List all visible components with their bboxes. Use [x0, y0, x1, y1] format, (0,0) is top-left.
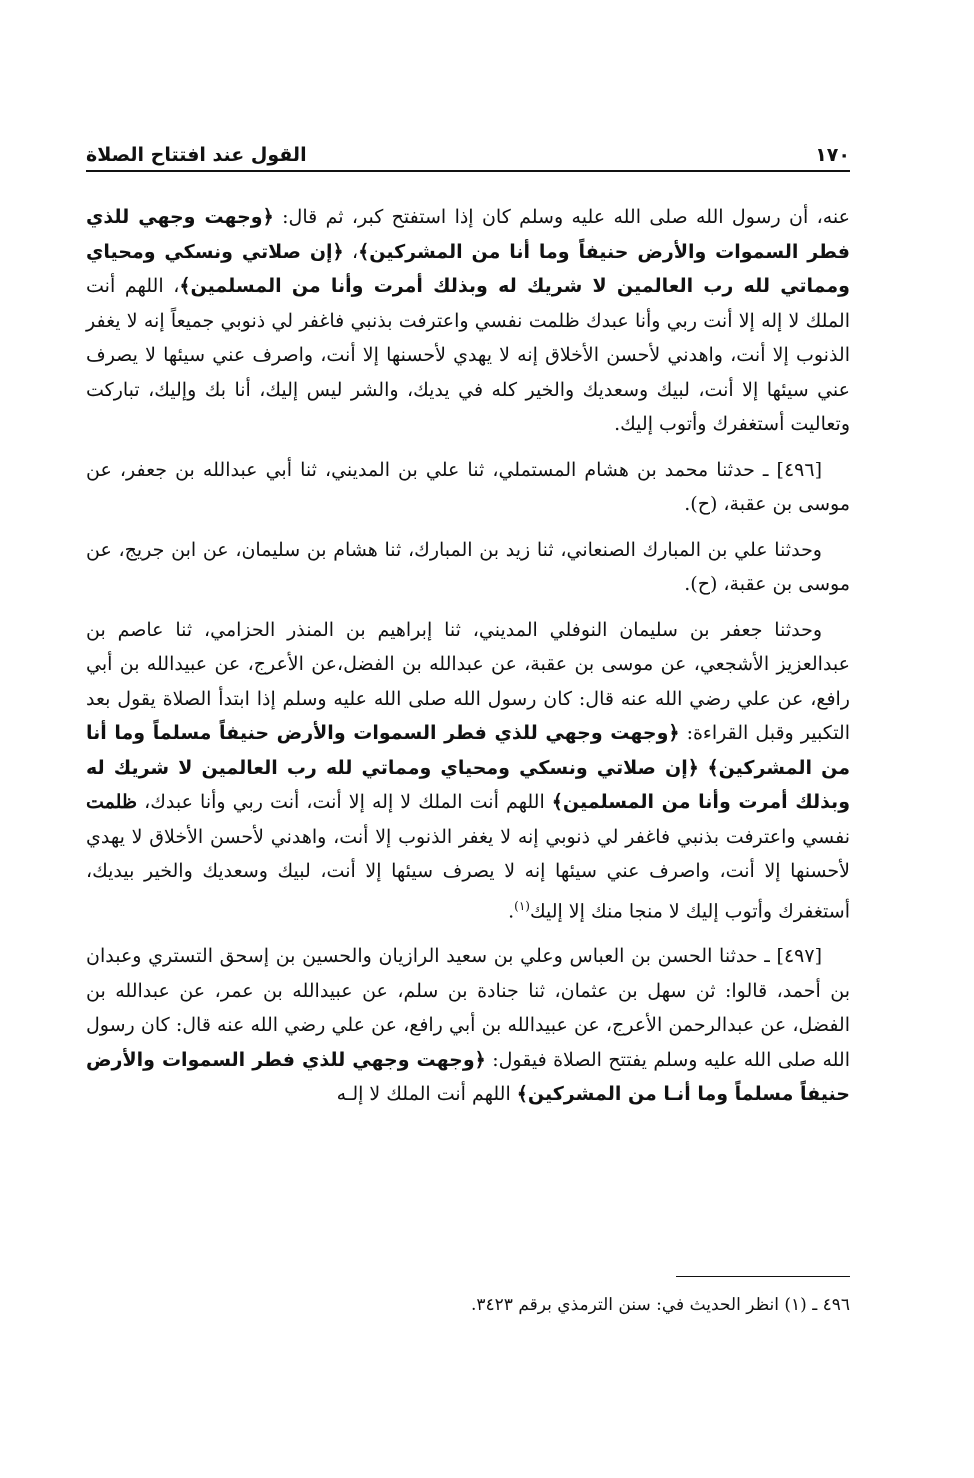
footnote: ٤٩٦ ـ (١) انظر الحديث في: سنن الترمذي برقم ٣٤٢٣. [470, 1295, 850, 1315]
text-segment: نفسي واعترفت بذنبي فاغفر لي ذنوبي إنه لا يغفر الذنوب إلا أنت، واهدني لأحسن الأخلاق لا يهدي لأحسنها إلا أنت، واصرف عني سيئها إنه لا يصرف سيئها إلا أنت، لبيك وسعديك والخير بيديك، أستغفرك وأتوب إليك لا منجا منك إلا إليك [86, 825, 850, 922]
text-segment: اللهم أنت الملك لا إله إلا أنت، أنت ربي وأنا عبدك، [137, 791, 552, 813]
text-segment: . [508, 899, 515, 922]
paragraph-isnad-3 [86, 613, 850, 929]
text-segment: وحدثنا جعفر بن سليمان النوفلي المديني، ثنا إبراهيم بن المنذر الحزامي، ثنا عاصم بن عبدالعزيز الأشجعي، عن موسى بن عقبة، عن عبدالله بن الفضل،عن الأعرج، عن عبيدالله بن أبي رافع، عن علي رضي الله عنه قال: كان رسول الله صلى الله عليه وسلم إذا ابتدأ الصلاة يقول بعد التكبير وقبل القراءة: [86, 618, 850, 744]
bold-word: ظلمت [86, 791, 138, 813]
page-header [86, 132, 850, 166]
text-segment: [٤٩٧] ـ حدثنا الحسن بن العباس وعلي بن سعيد الرازيان والحسين بن إسحق التستري وعبدان بن أحمد، قالوا: ثن سهل بن عثمان، ثنا جنادة بن سلم، عن عبيدالله بن عمر، عن عبدالله بن الفضل، عن عبدالرحمن الأعرج، عن عبيدالله بن أبي رافع، عن علي رضي الله عنه قال: كان رسول الله صلى الله عليه وسلم يفتتح الصلاة فيقول: [86, 945, 850, 1071]
running-title: القول عند افتتاح الصلاة [86, 144, 307, 166]
hadith-497 [86, 939, 850, 1112]
text-segment: ، [343, 240, 359, 263]
text-segment: ، اللهم أنت الملك لا إله إلا أنت ربي وأنا عبدك ظلمت نفسي واعترفت بذنبي فاغفر لي ذنوبي جميعاً إنه لا يغفر الذنوب إلا أنت، واهدني لأحسن الأخلاق إنه لا يهدي لأحسنها إلا أنت، واصرف عني سيئها لا يصرف عني سيئها إلا أنت، لبيك وسعديك والخير كله في يديك، والشر ليس إليك، أنا بك وإليك، تباركت وتعاليت أستغفرك وأتوب إليك. [86, 275, 850, 435]
main-text [86, 200, 850, 1123]
hadith-496: [٤٩٦] ـ حدثنا محمد بن هشام المستملي، ثنا علي بن المديني، ثنا أبي عبدالله بن جعفر، عن موسى بن عقبة، (ح). [86, 458, 850, 515]
header-rule [86, 170, 850, 172]
quran-verse: ﴿وجهت وجهي للذي فطر السموات والأرض حنيفاً مسلماً وما أنـا من المشركين﴾ [86, 1048, 850, 1106]
text-segment: عنه، أن رسول الله صلى الله عليه وسلم كان إذا استفتح كبر، ثم قال: [273, 206, 850, 228]
quran-verse: ﴿إن صلاتي ونسكي ومحياي ومماتي لله رب العالمين لا شريك له وبذلك أمرت وأنا من المسلمين﴾ [86, 240, 850, 297]
footnote-rule [676, 1276, 850, 1277]
quran-verse: ﴿إن صلاتي ونسكي ومحياي ومماتي لله رب العالمين لا شريك له وبذلك أمرت وأنا من المسلمين﴾ [86, 756, 850, 813]
text-segment: اللهم أنت الملك لا إلـه [336, 1083, 517, 1106]
paragraph-isnad-2: وحدثنا علي بن المبارك الصنعاني، ثنا زيد بن المبارك، ثنا هشام بن سليمان، عن ابن جريج، عن موسى بن عقبة، (ح). [86, 538, 850, 595]
quran-verse: ﴿وجهت وجهي للذي فطر السموات والأرض حنيفاً وما أنا من المشركين﴾ [86, 206, 850, 263]
paragraph-1 [86, 200, 850, 442]
quran-verse: ﴿وجهت وجهي للذي فطر السموات والأرض حنيفاً مسلماً وما أنا من المشركين﴾ [86, 722, 850, 779]
footnote-ref[interactable]: (١) [514, 898, 530, 913]
page-number: ١٧٠ [815, 144, 850, 166]
